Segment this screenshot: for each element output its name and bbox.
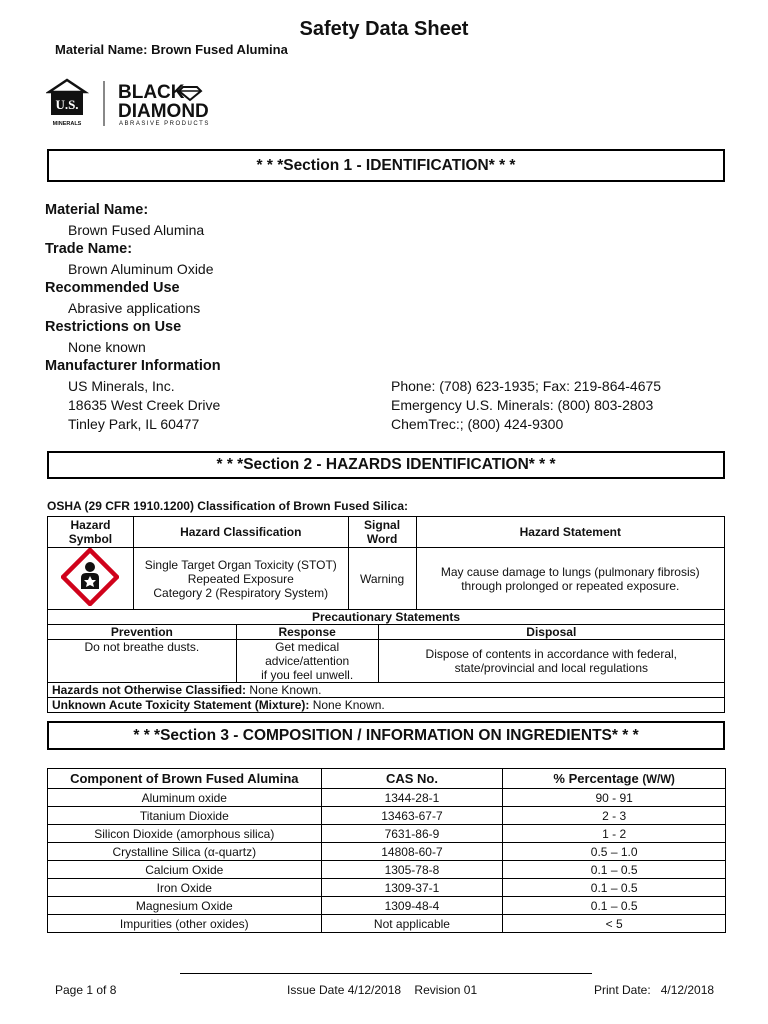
hazard-row xyxy=(48,548,725,610)
emergency-phone: Emergency U.S. Minerals: (800) 803-2803 xyxy=(391,397,654,413)
health-hazard-icon xyxy=(61,548,119,606)
cas-header: CAS No. xyxy=(321,769,503,789)
us-minerals-logo xyxy=(46,78,236,130)
manufacturer-label: Manufacturer Information xyxy=(45,358,221,374)
hazard-statement-header: Hazard Statement xyxy=(416,517,724,548)
acute-toxicity-row xyxy=(48,698,725,713)
osha-classification-title: OSHA (29 CFR 1910.1200) Classification of Brown Fused Silica: xyxy=(47,499,408,513)
chemtrec-phone: ChemTrec:; (800) 424-9300 xyxy=(391,416,564,432)
restrictions-label: Restrictions on Use xyxy=(45,319,182,335)
page-number: Page 1 of 8 xyxy=(55,983,117,997)
percentage-cell: 0.5 – 1.0 xyxy=(503,843,726,861)
hazard-statement-cell: May cause damage to lungs (pulmonary fibrosis) through prolonged or repeated exposure. xyxy=(416,548,724,610)
brand-diamond: DIAMOND xyxy=(118,101,209,122)
brand-black: BLACK xyxy=(118,82,185,103)
material-name-value: Brown Fused Alumina xyxy=(68,222,205,238)
hnoc-row xyxy=(48,683,725,698)
percentage-cell: 2 - 3 xyxy=(503,807,726,825)
disposal-header: Disposal xyxy=(378,625,724,640)
response-cell: Get medical advice/attention if you feel unwell. xyxy=(236,640,378,683)
percentage-cell: 1 - 2 xyxy=(503,825,726,843)
trade-name-value: Brown Aluminum Oxide xyxy=(68,261,214,277)
component-header: Component of Brown Fused Alumina xyxy=(48,769,322,789)
table-row xyxy=(48,843,726,861)
section-1-title: * * *Section 1 - IDENTIFICATION* * * xyxy=(47,149,725,182)
table-row xyxy=(48,825,726,843)
us-text: U.S. xyxy=(55,97,79,112)
precautionary-title: Precautionary Statements xyxy=(48,610,725,625)
hazard-classification-header: Hazard Classification xyxy=(133,517,348,548)
prevention-header: Prevention xyxy=(48,625,237,640)
table-row xyxy=(48,861,726,879)
percentage-cell: 0.1 – 0.5 xyxy=(503,861,726,879)
cas-cell: 1305-78-8 xyxy=(321,861,503,879)
hazard-table xyxy=(47,516,725,713)
hazard-symbol-header: Hazard Symbol xyxy=(48,517,134,548)
prevention-cell: Do not breathe dusts. xyxy=(48,640,237,683)
trade-name-label: Trade Name: xyxy=(45,241,133,257)
cas-cell: Not applicable xyxy=(321,915,503,933)
minerals-text: MINERALS xyxy=(52,121,82,127)
cas-cell: 7631-86-9 xyxy=(321,825,503,843)
address-line: Tinley Park, IL 60477 xyxy=(68,416,200,432)
signal-word-cell: Warning xyxy=(348,548,416,610)
component-cell: Magnesium Oxide xyxy=(48,897,322,915)
hazard-header-row xyxy=(48,517,725,548)
percentage-cell: 0.1 – 0.5 xyxy=(503,897,726,915)
company-logo xyxy=(46,78,236,130)
material-name-label: Material Name: xyxy=(45,202,149,218)
brand-sub: ABRASIVE PRODUCTS xyxy=(119,121,210,127)
recommended-use-value: Abrasive applications xyxy=(68,300,201,316)
disposal-cell: Dispose of contents in accordance with federal, state/provincial and local regulations xyxy=(378,640,724,683)
restrictions-value: None known xyxy=(68,339,146,355)
component-cell: Aluminum oxide xyxy=(48,789,322,807)
section-3-title: * * *Section 3 - COMPOSITION / INFORMATION ON INGREDIENTS* * * xyxy=(47,721,725,750)
cas-cell: 14808-60-7 xyxy=(321,843,503,861)
signal-word-header: Signal Word xyxy=(348,517,416,548)
table-row xyxy=(48,915,726,933)
component-cell: Titanium Dioxide xyxy=(48,807,322,825)
response-header: Response xyxy=(236,625,378,640)
table-row xyxy=(48,897,726,915)
percentage-header: % Percentage (W/W) xyxy=(503,769,726,789)
component-cell: Silicon Dioxide (amorphous silica) xyxy=(48,825,322,843)
percentage-cell: < 5 xyxy=(503,915,726,933)
precautionary-title-row xyxy=(48,610,725,625)
section-2-title: * * *Section 2 - HAZARDS IDENTIFICATION* * * xyxy=(47,451,725,479)
address-line: US Minerals, Inc. xyxy=(68,378,175,394)
component-cell: Crystalline Silica (α-quartz) xyxy=(48,843,322,861)
hnoc-cell: Hazards not Otherwise Classified: None Known. xyxy=(48,683,725,698)
percentage-cell: 90 - 91 xyxy=(503,789,726,807)
table-row xyxy=(48,789,726,807)
component-cell: Impurities (other oxides) xyxy=(48,915,322,933)
composition-header-row xyxy=(48,769,726,789)
material-header: Material Name: Brown Fused Alumina xyxy=(55,42,288,57)
document-title: Safety Data Sheet xyxy=(299,18,469,40)
print-date: Print Date: 4/12/2018 xyxy=(594,983,715,997)
table-row xyxy=(48,879,726,897)
cas-cell: 1309-48-4 xyxy=(321,897,503,915)
phone-fax: Phone: (708) 623-1935; Fax: 219-864-4675 xyxy=(391,378,662,394)
cas-cell: 1309-37-1 xyxy=(321,879,503,897)
precautionary-row xyxy=(48,640,725,683)
percentage-cell: 0.1 – 0.5 xyxy=(503,879,726,897)
issue-date: Issue Date 4/12/2018 Revision 01 xyxy=(287,983,478,997)
hazard-symbol-cell xyxy=(48,548,134,610)
cas-cell: 1344-28-1 xyxy=(321,789,503,807)
hazard-classification-cell: Single Target Organ Toxicity (STOT) Repeated Exposure Category 2 (Respiratory System) xyxy=(133,548,348,610)
precautionary-header-row xyxy=(48,625,725,640)
acute-toxicity-cell: Unknown Acute Toxicity Statement (Mixture): None Known. xyxy=(48,698,725,713)
component-cell: Iron Oxide xyxy=(48,879,322,897)
recommended-use-label: Recommended Use xyxy=(45,280,180,296)
component-cell: Calcium Oxide xyxy=(48,861,322,879)
cas-cell: 13463-67-7 xyxy=(321,807,503,825)
address-line: 18635 West Creek Drive xyxy=(68,397,221,413)
footer-rule xyxy=(180,973,592,974)
composition-table xyxy=(47,768,726,933)
table-row xyxy=(48,807,726,825)
